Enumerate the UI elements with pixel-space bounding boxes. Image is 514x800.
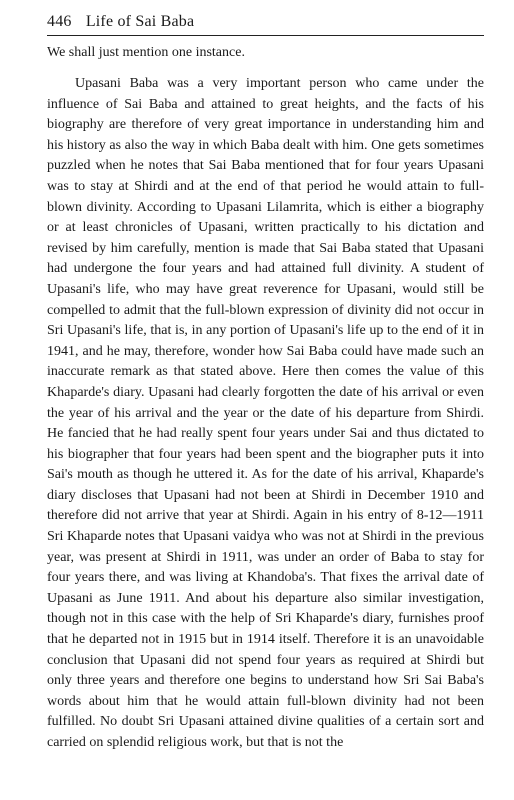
book-page bbox=[47, 12, 484, 754]
header-rule bbox=[47, 35, 484, 36]
body-paragraph: Upasani Baba was a very important person who came under the influence of Sai Baba and attained to great heights, and the facts of his biography are therefore of very great importance in understanding him and his history as also the way in which Baba dealt with him. One gets sometimes puzzled when he notes that Sai Baba mentioned that for four years Upasani was to stay at Shirdi and at the end of that period he would attain to full-blown divinity. According to Upasani Lilamrita, which is either a biography or at least chronicles of Upasani, written practically to his dictation and revised by him carefully, mention is made that Sai Baba stated that Upasani had undergone the four years and had attained full divinity. A student of Upasani's life, who may have great reverence for Upasani, would still be compelled to admit that the full-blown expression of divinity did not occur in Sri Upasani's life, that is, in any portion of Upasani's life up to the end of it in 1941, and he may, therefore, wonder how Sai Baba could have made such an inaccurate remark as that stated above. Here then comes the value of this Khaparde's diary. Upasani had clearly forgotten the date of his arrival or even the year of his arrival and the year or the date of his departure from Shirdi. He fancied that he had really spent four years under Sai and thus dictated to his biographer that four years had been spent and the biographer puts it into Sai's mouth as though he uttered it. As for the date of his arrival, Khaparde's diary discloses that Upasani had not been at Shirdi in December 1910 and therefore did not arrive that year at Shirdi. Again in his entry of 8-12—1911 Sri Khaparde notes that Upasani vaidya who was not at Shirdi in the previous year, was present at Shirdi in 1911, was under an order of Baba to stay for four years there, and was living at Khandoba's. That fixes the arrival date of Upasani as June 1911. And about his departure also similar investigation, though not in this case with the help of Sri Khaparde's diary, furnishes proof that he departed not in 1915 but in 1914 itself. Therefore it is an unavoidable conclusion that Upasani did not spend four years as required at Shirdi but only three years and therefore one begins to understand how Sri Sai Baba's words about him that he would attain full-blown divinity had not been fulfilled. No doubt Sri Upasani attained divine qualities of a certain sort and carried on splendid religious work, but that is not the bbox=[47, 76, 484, 750]
page-number: 446 bbox=[47, 13, 72, 30]
opening-line: We shall just mention one instance. bbox=[47, 45, 245, 60]
running-header bbox=[47, 12, 484, 32]
running-title: Life of Sai Baba bbox=[85, 13, 195, 30]
